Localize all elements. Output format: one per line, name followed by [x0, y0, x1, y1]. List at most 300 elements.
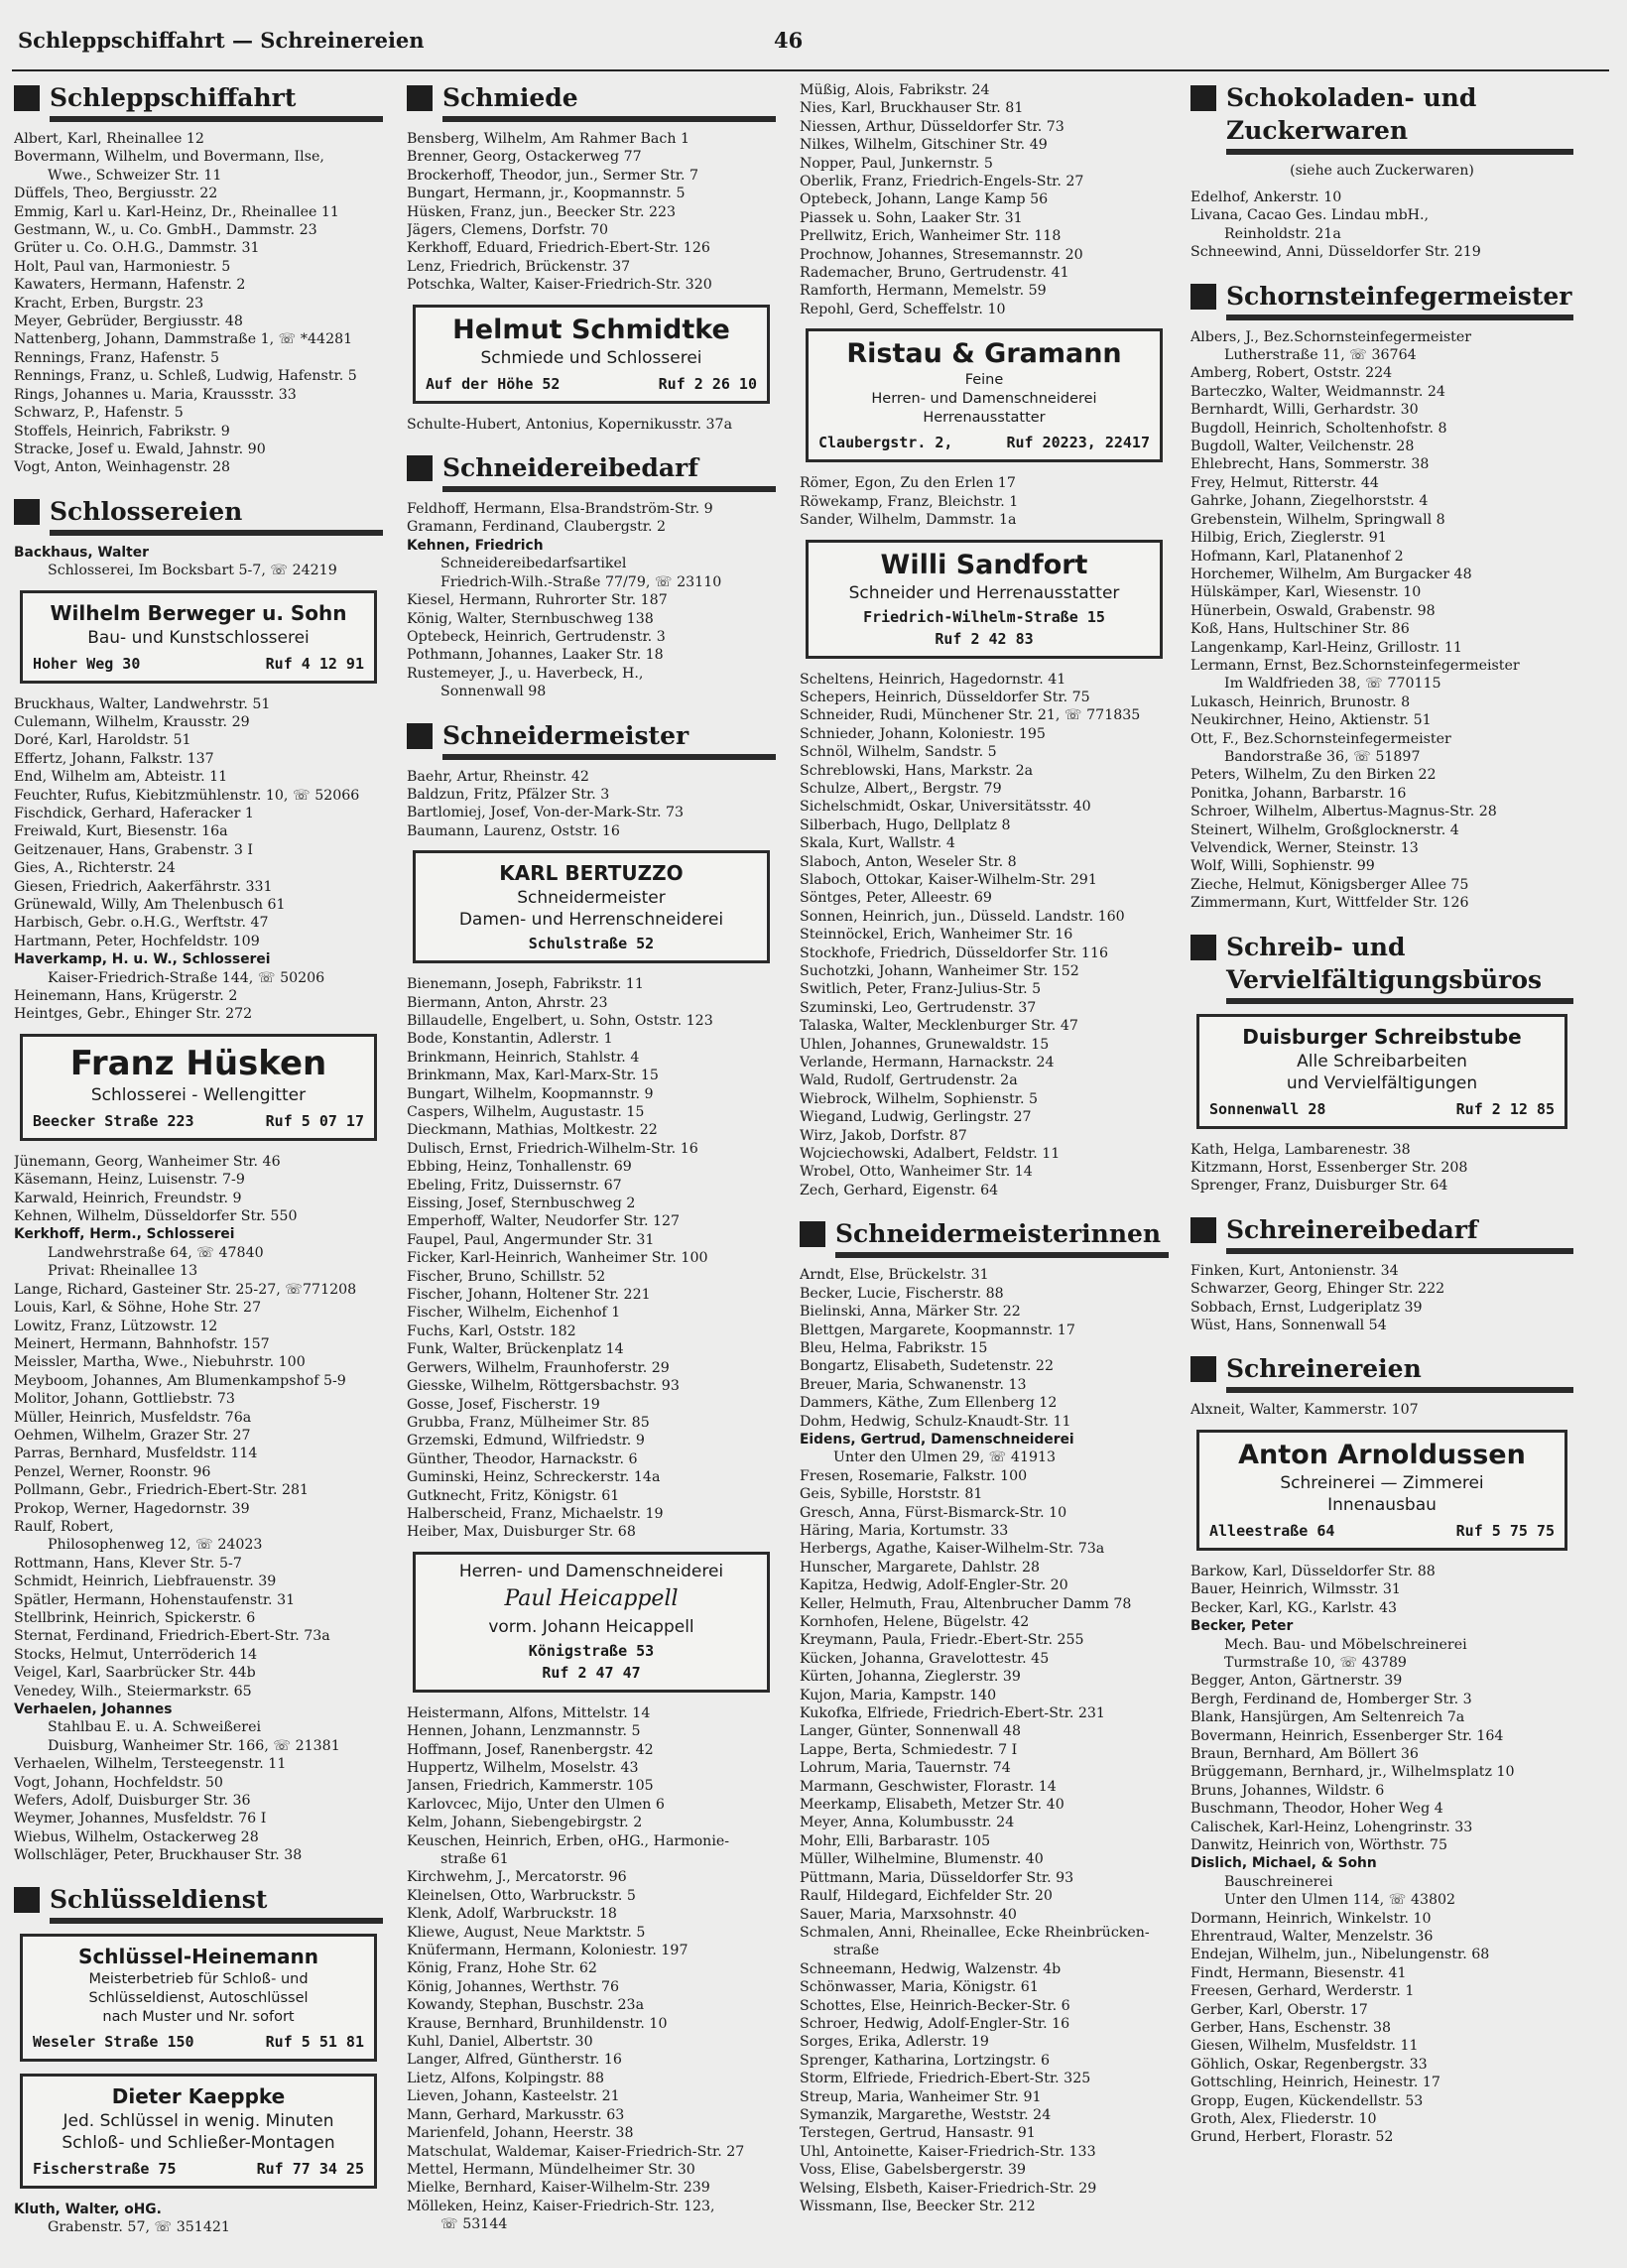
list-item: Gramann, Ferdinand, Claubergstr. 2: [407, 519, 667, 536]
list-item: Bielinski, Anna, Märker Str. 22: [800, 1304, 1021, 1321]
ad-address: Claubergstr. 2,: [818, 434, 953, 452]
list-item: Giesen, Friedrich, Aakerfährstr. 331: [14, 878, 273, 895]
entry-list: [800, 1266, 1169, 2215]
list-item: Sichelschmidt, Oskar, Universitätsstr. 40: [800, 799, 1091, 816]
list-item: Turmstraße 10, ☏ 43789: [1224, 1654, 1407, 1671]
list-item: Gerber, Hans, Eschenstr. 38: [1190, 2020, 1392, 2037]
list-item: Caspers, Wilhelm, Augustastr. 15: [407, 1104, 645, 1120]
section-title: Schneidermeisterinnen: [835, 1217, 1169, 1258]
list-item: Giesen, Wilhelm, Musfeldstr. 11: [1190, 2038, 1419, 2055]
list-item: Schmidt, Heinrich, Liebfrauenstr. 39: [14, 1574, 277, 1590]
list-item: Schnieder, Johann, Koloniestr. 195: [800, 725, 1046, 742]
list-item: Grund, Herbert, Florastr. 52: [1190, 2129, 1394, 2146]
list-item: Bandorstraße 36, ☏ 51897: [1224, 748, 1421, 765]
list-item: Wollschläger, Peter, Bruckhauser Str. 38: [14, 1847, 303, 1864]
list-item: Im Waldfrieden 38, ☏ 770115: [1224, 676, 1441, 693]
list-item: Landwehrstraße 64, ☏ 47840: [48, 1244, 264, 1261]
list-item: Günther, Theodor, Harnackstr. 6: [407, 1450, 638, 1467]
section-heading: [14, 1883, 383, 1924]
list-item: Wefers, Adolf, Duisburger Str. 36: [14, 1793, 251, 1810]
list-item: Raulf, Robert,: [14, 1518, 114, 1535]
list-item: Vogt, Anton, Weinhagenstr. 28: [14, 459, 231, 476]
list-item: Hülskämper, Karl, Wiesenstr. 10: [1190, 584, 1422, 601]
list-item: Meissler, Martha, Wwe., Niebuhrstr. 100: [14, 1354, 306, 1371]
list-item: Effertz, Johann, Falkstr. 137: [14, 750, 214, 767]
entry-list: [1190, 328, 1573, 913]
list-item: Lappe, Berta, Schmiedestr. 7 I: [800, 1741, 1018, 1758]
list-item: Duisburg, Wanheimer Str. 166, ☏ 21381: [48, 1737, 340, 1754]
list-item: Bauschreinerei: [1224, 1873, 1333, 1890]
list-item: Mann, Gerhard, Markusstr. 63: [407, 2106, 625, 2123]
ad-business-name: Wilhelm Berweger u. Sohn: [50, 600, 347, 625]
section-note: (siehe auch Zuckerwaren): [1290, 163, 1474, 179]
list-item: Schneewind, Anni, Düsseldorfer Str. 219: [1190, 244, 1481, 261]
list-item: Heinemann, Hans, Krügerstr. 2: [14, 988, 238, 1005]
list-item: Stocks, Helmut, Unterröderich 14: [14, 1646, 258, 1663]
list-item: Kujon, Maria, Kampstr. 140: [800, 1687, 997, 1703]
list-item: Kücken, Johanna, Gravelottestr. 45: [800, 1650, 1050, 1667]
list-item: Kowandy, Stephan, Buschstr. 23a: [407, 1997, 645, 2014]
column-3: [800, 81, 1169, 2215]
list-item: Prellwitz, Erich, Wanheimer Str. 118: [800, 228, 1062, 245]
section-marker-square: [1190, 1217, 1216, 1243]
list-item: Langer, Günter, Sonnenwall 48: [800, 1723, 1021, 1740]
list-item: Rustemeyer, J., u. Haverbeck, H.,: [407, 665, 644, 682]
list-item: Kehnen, Wilhelm, Düsseldorfer Str. 550: [14, 1208, 298, 1225]
list-item: Terstegen, Gertrud, Hansastr. 91: [800, 2125, 1036, 2142]
list-item: Horchemer, Wilhelm, Am Burgacker 48: [1190, 566, 1472, 582]
list-item: Heistermann, Alfons, Mittelstr. 14: [407, 1704, 651, 1721]
list-item: Rennings, Franz, u. Schleß, Ludwig, Hafenstr. 5: [14, 368, 357, 385]
list-item: Weymer, Johannes, Musfeldstr. 76 I: [14, 1811, 267, 1827]
list-item: Wiegand, Ludwig, Gerlingstr. 27: [800, 1109, 1032, 1126]
list-item: Schepers, Heinrich, Düsseldorfer Str. 75: [800, 689, 1090, 705]
list-item: Becker, Karl, KG., Karlstr. 43: [1190, 1599, 1398, 1616]
list-item: Dohm, Hedwig, Schulz-Knaudt-Str. 11: [800, 1413, 1071, 1430]
list-item: Grubba, Franz, Mülheimer Str. 85: [407, 1414, 650, 1431]
list-item: Bienemann, Joseph, Fabrikstr. 11: [407, 976, 644, 993]
list-item: Eissing, Josef, Sternbuschweg 2: [407, 1196, 636, 1212]
advertisement-box: [806, 328, 1163, 462]
list-item: Mielke, Bernhard, Kaiser-Wilhelm-Str. 239: [407, 2180, 710, 2197]
list-item: Kreymann, Paula, Friedr.-Ebert-Str. 255: [800, 1632, 1084, 1649]
ad-address: Sonnenwall 28: [1209, 1099, 1326, 1118]
list-item: Kleinelsen, Otto, Warbruckstr. 5: [407, 1887, 636, 1904]
list-item: Schottes, Else, Heinrich-Becker-Str. 6: [800, 1997, 1070, 2014]
list-item: Römer, Egon, Zu den Erlen 17: [800, 475, 1016, 492]
list-item: Gosse, Josef, Fischerstr. 19: [407, 1396, 600, 1413]
ad-address: Friedrich-Wilhelm-Straße 15: [863, 607, 1105, 626]
section-title: Schreinereien: [1226, 1352, 1573, 1393]
list-item: Bovermann, Heinrich, Essenberger Str. 164: [1190, 1727, 1504, 1744]
list-item: Knüfermann, Hermann, Koloniestr. 197: [407, 1943, 688, 1959]
list-item: Schönwasser, Maria, Königstr. 61: [800, 1979, 1039, 1996]
advertisement-box: [20, 1934, 377, 2062]
list-item: Krause, Bernhard, Brunhildenstr. 10: [407, 2015, 668, 2032]
page-header-title: Schleppschiffahrt — Schreinereien: [18, 28, 425, 53]
list-item: König, Johannes, Werthstr. 76: [407, 1978, 620, 1995]
list-item: Ficker, Karl-Heinrich, Wanheimer Str. 100: [407, 1250, 708, 1267]
section-title: Schlüsseldienst: [50, 1883, 383, 1924]
list-item: Oberlik, Franz, Friedrich-Engels-Str. 27: [800, 174, 1084, 190]
list-item: Rademacher, Bruno, Gertrudenstr. 41: [800, 265, 1069, 282]
ad-address: Hoher Weg 30: [33, 654, 141, 673]
ad-description: Meisterbetrieb für Schloß- und: [88, 1970, 309, 1987]
ad-contact-line: [426, 375, 757, 393]
list-item: Schnöl, Wilhelm, Sandstr. 5: [800, 744, 997, 761]
list-item: Püttmann, Maria, Düsseldorfer Str. 93: [800, 1869, 1074, 1886]
list-item: Uhlen, Johannes, Grunewaldstr. 15: [800, 1036, 1050, 1053]
list-item: Gies, A., Richterstr. 24: [14, 860, 176, 877]
list-item: Gropp, Eugen, Kückendellstr. 53: [1190, 2092, 1424, 2109]
list-item: Ehrentraud, Walter, Menzelstr. 36: [1190, 1929, 1434, 1945]
list-item: Brockerhoff, Theodor, jun., Sermer Str. 7: [407, 167, 699, 184]
list-item: Herbergs, Agathe, Kaiser-Wilhelm-Str. 73a: [800, 1541, 1105, 1558]
list-item: Jägers, Clemens, Dorfstr. 70: [407, 222, 609, 239]
list-item: Buschmann, Theodor, Hoher Weg 4: [1190, 1801, 1443, 1818]
entry-list: [14, 2201, 383, 2237]
list-item: Kornhofen, Helene, Bügelstr. 42: [800, 1614, 1030, 1630]
entry-list: [14, 695, 383, 1024]
list-item: Dammers, Käthe, Zum Ellenberg 12: [800, 1395, 1058, 1412]
list-item: straße: [833, 1943, 880, 1959]
section-heading: [1190, 1352, 1573, 1393]
list-item: Bovermann, Wilhelm, und Bovermann, Ilse,: [14, 149, 324, 166]
list-item: Fischer, Wilhelm, Eichenhof 1: [407, 1305, 621, 1322]
list-item: Gerber, Karl, Oberstr. 17: [1190, 2001, 1368, 2018]
ad-business-name: KARL BERTUZZO: [499, 861, 684, 886]
list-item: Rottmann, Hans, Klever Str. 5-7: [14, 1555, 242, 1572]
list-item: Lietz, Alfons, Kolpingstr. 88: [407, 2070, 604, 2086]
list-item: Bugdoll, Walter, Veilchenstr. 28: [1190, 439, 1415, 455]
list-item: Ponitka, Johann, Barbarstr. 16: [1190, 785, 1407, 802]
list-item: Schroer, Wilhelm, Albertus-Magnus-Str. 28: [1190, 804, 1497, 820]
list-item: Nilkes, Wilhelm, Gitschiner Str. 49: [800, 137, 1048, 154]
list-item: Peters, Wilhelm, Zu den Birken 22: [1190, 767, 1437, 784]
list-item: Emperhoff, Walter, Neudorfer Str. 127: [407, 1213, 681, 1230]
list-item: Barteczko, Walter, Weidmannstr. 24: [1190, 383, 1445, 400]
list-item: Becker, Lucie, Fischerstr. 88: [800, 1285, 1004, 1302]
list-item: Velvendick, Werner, Steinstr. 13: [1190, 840, 1419, 856]
list-item: Grünewald, Willy, Am Thelenbusch 61: [14, 897, 286, 913]
list-item: Kath, Helga, Lambarenestr. 38: [1190, 1141, 1411, 1158]
list-item: Blettgen, Margarete, Koopmannstr. 17: [800, 1322, 1075, 1338]
list-item: Nies, Karl, Bruckhauser Str. 81: [800, 100, 1024, 117]
list-item: Huppertz, Wilhelm, Moselstr. 43: [407, 1759, 639, 1776]
list-item: Guminski, Heinz, Schreckerstr. 14a: [407, 1469, 661, 1486]
list-item: Findt, Hermann, Biesenstr. 41: [1190, 1964, 1407, 1981]
ad-business-name: Dieter Kaeppke: [111, 2083, 286, 2108]
list-item: Dieckmann, Mathias, Moltkestr. 22: [407, 1122, 658, 1139]
section-title: Schneidermeister: [442, 719, 776, 760]
ad-phone: Ruf 4 12 91: [265, 654, 364, 673]
list-item: Halberscheid, Franz, Michaelstr. 19: [407, 1505, 664, 1522]
entry-list: [407, 768, 776, 841]
list-item: Zech, Gerhard, Eigenstr. 64: [800, 1182, 999, 1198]
entry-list: [407, 1704, 776, 2234]
ad-phone: Ruf 2 12 85: [1455, 1099, 1555, 1118]
list-item: Klenk, Adolf, Warbruckstr. 18: [407, 1906, 617, 1923]
section-heading: [800, 1217, 1169, 1258]
list-item: Ebbing, Heinz, Tonhallenstr. 69: [407, 1159, 632, 1176]
entry-list: [407, 130, 776, 295]
list-item: Sonnenwall 98: [440, 684, 547, 700]
list-item: Sobbach, Ernst, Ludgeriplatz 39: [1190, 1299, 1423, 1316]
header-rule: [12, 69, 1609, 71]
ad-business-name: Schlüssel-Heinemann: [78, 1944, 318, 1968]
ad-phone: Ruf 20223, 22417: [1006, 434, 1150, 452]
list-item: Hunscher, Margarete, Dahlstr. 28: [800, 1559, 1041, 1575]
entry-list: [800, 671, 1169, 1200]
list-item: Grabenstr. 57, ☏ 351421: [48, 2219, 230, 2236]
ad-description: nach Muster und Nr. sofort: [102, 2008, 295, 2025]
list-item: Stellbrink, Heinrich, Spickerstr. 6: [14, 1610, 256, 1626]
list-item: Mech. Bau- und Möbelschreinerei: [1224, 1636, 1467, 1653]
list-item: Hofmann, Karl, Platanenhof 2: [1190, 548, 1404, 565]
list-item: Bruckhaus, Walter, Landwehrstr. 51: [14, 695, 271, 712]
list-item: Kapitza, Hedwig, Adolf-Engler-Str. 20: [800, 1577, 1068, 1594]
list-item: Lohrum, Maria, Tauernstr. 74: [800, 1760, 1011, 1777]
list-item: Kelm, Johann, Siebengebirgstr. 2: [407, 1815, 643, 1831]
list-item: Danwitz, Heinrich von, Wörthstr. 75: [1190, 1836, 1447, 1853]
list-item: Kaiser-Friedrich-Straße 144, ☏ 50206: [48, 969, 325, 986]
list-item: Bergh, Ferdinand de, Homberger Str. 3: [1190, 1691, 1472, 1707]
list-item: Lieven, Johann, Kasteelstr. 21: [407, 2088, 620, 2105]
list-item: Parras, Bernhard, Musfeldstr. 114: [14, 1446, 258, 1462]
advertisement-box: [413, 850, 770, 963]
list-item: Sprenger, Katharina, Lortzingstr. 6: [800, 2052, 1051, 2069]
list-item: Verhaelen, Wilhelm, Tersteegenstr. 11: [14, 1756, 287, 1773]
list-item: Privat: Rheinallee 13: [48, 1263, 198, 1280]
entry-list: [1190, 1401, 1573, 1419]
list-item: Käsemann, Heinz, Luisenstr. 7-9: [14, 1172, 245, 1189]
list-item: Switlich, Peter, Franz-Julius-Str. 5: [800, 981, 1042, 998]
list-item: Piassek u. Sohn, Laaker Str. 31: [800, 209, 1023, 226]
entry-list: [407, 975, 776, 1542]
list-item: Wolf, Willi, Sophienstr. 99: [1190, 858, 1375, 875]
list-item: Freesen, Gerhard, Werderstr. 1: [1190, 1983, 1415, 2000]
list-item: Müßig, Alois, Fabrikstr. 24: [800, 82, 990, 98]
column-1: [14, 81, 383, 2237]
list-item: Geitzenauer, Hans, Grabenstr. 3 I: [14, 841, 254, 858]
entry-list: [800, 474, 1169, 529]
column-4: [1190, 81, 1573, 2147]
list-item: Becker, Peter: [1190, 1618, 1294, 1635]
section-marker-square: [1190, 935, 1216, 960]
list-item: Backhaus, Walter: [14, 544, 149, 561]
list-item: Harbisch, Gebr. o.H.G., Werftstr. 47: [14, 915, 269, 932]
section-heading: [14, 495, 383, 536]
list-item: Gestmann, W., u. Co. GmbH., Dammstr. 23: [14, 222, 317, 239]
ad-contact-line: [1209, 1522, 1555, 1540]
list-item: Wrobel, Otto, Wanheimer Str. 14: [800, 1164, 1033, 1181]
ad-description: Alle Schreibarbeiten: [1297, 1051, 1467, 1071]
list-item: König, Franz, Hohe Str. 62: [407, 1960, 597, 1977]
ad-description: Jed. Schlüssel in wenig. Minuten: [63, 2110, 334, 2131]
list-item: Kürten, Johanna, Zieglerstr. 39: [800, 1669, 1021, 1686]
list-item: Funk, Walter, Brückenplatz 14: [407, 1341, 624, 1358]
list-item: Optebeck, Johann, Lange Kamp 56: [800, 191, 1049, 208]
list-item: Culemann, Wilhelm, Krausstr. 29: [14, 713, 250, 730]
ad-address: Alleestraße 64: [1209, 1521, 1335, 1540]
list-item: Lenz, Friedrich, Brückenstr. 37: [407, 258, 631, 275]
list-item: Pollmann, Gebr., Friedrich-Ebert-Str. 281: [14, 1482, 310, 1499]
ad-description: Schneider und Herrenausstatter: [848, 582, 1120, 603]
list-item: Hartmann, Peter, Hochfeldstr. 109: [14, 933, 260, 949]
list-item: Wissmann, Ilse, Beecker Str. 212: [800, 2199, 1036, 2214]
list-item: Ebeling, Fritz, Duissernstr. 67: [407, 1177, 622, 1194]
entry-list: [1190, 189, 1573, 262]
list-item: Bauer, Heinrich, Wilmsstr. 31: [1190, 1581, 1401, 1598]
list-item: Mohr, Elli, Barbarastr. 105: [800, 1832, 991, 1849]
list-item: Grebenstein, Wilhelm, Springwall 8: [1190, 511, 1445, 528]
entry-list: [1190, 1563, 1573, 2147]
list-item: Meyer, Anna, Kolumbusstr. 24: [800, 1815, 1015, 1831]
list-item: Jünemann, Georg, Wanheimer Str. 46: [14, 1153, 281, 1170]
list-item: Stockhofe, Friedrich, Düsseldorfer Str. 116: [800, 945, 1109, 961]
list-item: Baehr, Artur, Rheinstr. 42: [407, 768, 589, 785]
list-item: Calischek, Karl-Heinz, Lohengrinstr. 33: [1190, 1819, 1473, 1835]
list-item: Karlovcec, Mijo, Unter den Ulmen 6: [407, 1796, 665, 1813]
section-title: Schneidereibedarf: [442, 451, 776, 492]
list-item: Mölleken, Heinz, Kaiser-Friedrich-Str. 123,: [407, 2198, 715, 2214]
list-item: Heintges, Gebr., Ehinger Str. 272: [14, 1006, 253, 1023]
list-item: Suchotzki, Johann, Wanheimer Str. 152: [800, 963, 1079, 979]
ad-description: Bau- und Kunstschlosserei: [87, 627, 310, 648]
ad-description: und Vervielfältigungen: [1286, 1072, 1478, 1093]
list-item: straße 61: [440, 1851, 509, 1867]
list-item: Unter den Ulmen 114, ☏ 43802: [1224, 1892, 1456, 1909]
list-item: Häring, Maria, Kortumstr. 33: [800, 1522, 1009, 1539]
ad-contact-line: [33, 2160, 364, 2178]
list-item: Gottschling, Heinrich, Heinestr. 17: [1190, 2075, 1440, 2091]
list-item: Amberg, Robert, Oststr. 224: [1190, 365, 1393, 382]
ad-description: Damen- und Herrenschneiderei: [458, 910, 724, 931]
list-item: Faupel, Paul, Angermunder Str. 31: [407, 1231, 655, 1248]
list-item: Skala, Kurt, Wallstr. 4: [800, 835, 955, 852]
ad-description: Schreinerei — Zimmerei: [1280, 1472, 1484, 1493]
section-marker-square: [14, 499, 40, 525]
advertisement-box: [1196, 1430, 1567, 1551]
list-item: Steinert, Wilhelm, Großglocknerstr. 4: [1190, 821, 1459, 838]
ad-contact-line: [33, 655, 364, 673]
list-item: Hennen, Johann, Lenzmannstr. 5: [407, 1723, 641, 1740]
entry-list: [14, 1153, 383, 1865]
list-item: Arndt, Else, Brückelstr. 31: [800, 1267, 989, 1284]
list-item: Uhl, Antoinette, Kaiser-Friedrich-Str. 133: [800, 2143, 1096, 2160]
list-item: Freiwald, Kurt, Biesenstr. 16a: [14, 823, 228, 840]
list-item: Sauer, Maria, Marxsohnstr. 40: [800, 1906, 1017, 1923]
list-item: Bernhardt, Willi, Gerhardstr. 30: [1190, 402, 1419, 419]
list-item: Wojciechowski, Adalbert, Feldstr. 11: [800, 1146, 1061, 1163]
entry-list: [14, 544, 383, 580]
list-item: Langer, Alfred, Güntherstr. 16: [407, 2052, 622, 2069]
advertisement-box: [20, 1034, 377, 1141]
list-item: Sander, Wilhelm, Dammstr. 1a: [800, 512, 1017, 529]
column-2: [407, 81, 776, 2234]
section-title: Schornsteinfegermeister: [1226, 280, 1573, 320]
list-item: Rennings, Franz, Hafenstr. 5: [14, 349, 219, 366]
list-item: Edelhof, Ankerstr. 10: [1190, 189, 1342, 205]
list-item: Bugdoll, Heinrich, Scholtenhofstr. 8: [1190, 420, 1447, 437]
list-item: Lermann, Ernst, Bez.Schornsteinfegermeister: [1190, 657, 1520, 674]
list-item: Optebeck, Heinrich, Gertrudenstr. 3: [407, 628, 666, 645]
list-item: Grzemski, Edmund, Wilfriedstr. 9: [407, 1433, 645, 1449]
ad-address: Schulstraße 52: [528, 935, 655, 953]
list-item: Eidens, Gertrud, Damenschneiderei: [800, 1431, 1074, 1448]
section-heading: [1190, 1213, 1573, 1254]
list-item: Brenner, Georg, Ostackerweg 77: [407, 149, 642, 166]
section-marker-square: [1190, 1356, 1216, 1382]
list-item: Schmalen, Anni, Rheinallee, Ecke Rheinbrücken-: [800, 1924, 1150, 1941]
section-title: Schreib- und Vervielfältigungsbüros: [1226, 931, 1573, 1004]
list-item: Emmig, Karl u. Karl-Heinz, Dr., Rheinallee 11: [14, 203, 339, 220]
advertisement-box: [413, 1552, 770, 1693]
list-item: Bungart, Wilhelm, Koopmannstr. 9: [407, 1085, 654, 1102]
list-item: Gahrke, Johann, Ziegelhorststr. 4: [1190, 493, 1429, 510]
list-item: Kukofka, Elfriede, Friedrich-Ebert-Str. 231: [800, 1705, 1105, 1722]
ad-phone: Ruf 2 47 47: [542, 1663, 641, 1682]
list-item: Fischer, Bruno, Schillstr. 52: [407, 1268, 606, 1285]
list-item: Müller, Wilhelmine, Blumenstr. 40: [800, 1851, 1044, 1868]
list-item: Unter den Ulmen 29, ☏ 41913: [833, 1449, 1057, 1466]
list-item: Ott, F., Bez.Schornsteinfegermeister: [1190, 730, 1451, 747]
list-item: Potschka, Walter, Kaiser-Friedrich-Str. 320: [407, 277, 712, 294]
ad-description: Schloß- und Schließer-Montagen: [62, 2132, 335, 2153]
list-item: Begger, Anton, Gärtnerstr. 39: [1190, 1673, 1403, 1690]
list-item: Groth, Alex, Fliederstr. 10: [1190, 2111, 1377, 2128]
list-item: Meyboom, Johannes, Am Blumenkampshof 5-9: [14, 1372, 346, 1389]
list-item: Zieche, Helmut, Königsberger Allee 75: [1190, 876, 1469, 893]
list-item: Billaudelle, Engelbert, u. Sohn, Oststr. 123: [407, 1012, 713, 1029]
list-item: Hüsken, Franz, jun., Beecker Str. 223: [407, 203, 677, 220]
list-item: Kitzmann, Horst, Essenberger Str. 208: [1190, 1160, 1468, 1177]
section-marker-square: [1190, 85, 1216, 111]
entry-list: [407, 416, 776, 434]
list-item: Zimmermann, Kurt, Wittfelder Str. 126: [1190, 895, 1469, 912]
section-title: Schmiede: [442, 81, 776, 122]
list-item: Bongartz, Elisabeth, Sudetenstr. 22: [800, 1358, 1054, 1375]
list-item: Prochnow, Johannes, Stresemannstr. 20: [800, 246, 1083, 263]
ad-address: Fischerstraße 75: [33, 2159, 177, 2178]
list-item: Brinkmann, Heinrich, Stahlstr. 4: [407, 1049, 640, 1066]
list-item: Holt, Paul van, Harmoniestr. 5: [14, 258, 231, 275]
list-item: Göhlich, Oskar, Regenbergstr. 33: [1190, 2056, 1428, 2073]
ad-description: Schmiede und Schlosserei: [480, 347, 702, 368]
list-item: Schwarzer, Georg, Ehinger Str. 222: [1190, 1281, 1445, 1298]
list-item: Wiebus, Wilhelm, Ostackerweg 28: [14, 1828, 259, 1845]
list-item: Koß, Hans, Hultschiner Str. 86: [1190, 621, 1410, 638]
entry-list: [14, 130, 383, 477]
list-item: Friedrich-Wilh.-Straße 77/79, ☏ 23110: [440, 573, 722, 590]
list-item: Kiesel, Hermann, Ruhrorter Str. 187: [407, 592, 668, 609]
list-item: Kluth, Walter, oHG.: [14, 2201, 162, 2217]
list-item: Louis, Karl, & Söhne, Hohe Str. 27: [14, 1300, 262, 1317]
ad-address: Auf der Höhe 52: [426, 374, 561, 393]
page-number: 46: [774, 28, 804, 53]
ad-business-name: Duisburger Schreibstube: [1242, 1024, 1522, 1049]
section-title: Schleppschiffahrt: [50, 81, 383, 122]
list-item: Verlande, Hermann, Harnackstr. 24: [800, 1055, 1055, 1071]
list-item: Albert, Karl, Rheinallee 12: [14, 131, 204, 147]
list-item: Bensberg, Wilhelm, Am Rahmer Bach 1: [407, 131, 690, 147]
ad-contact-line: [33, 1112, 364, 1130]
list-item: Biermann, Anton, Ahrstr. 23: [407, 994, 608, 1011]
entry-list: [800, 81, 1169, 318]
list-item: Endejan, Wilhelm, jun., Nibelungenstr. 68: [1190, 1947, 1490, 1963]
list-item: Lange, Richard, Gasteiner Str. 25-27, ☏771208: [14, 1281, 357, 1298]
list-item: Symanzik, Margarethe, Weststr. 24: [800, 2106, 1052, 2123]
